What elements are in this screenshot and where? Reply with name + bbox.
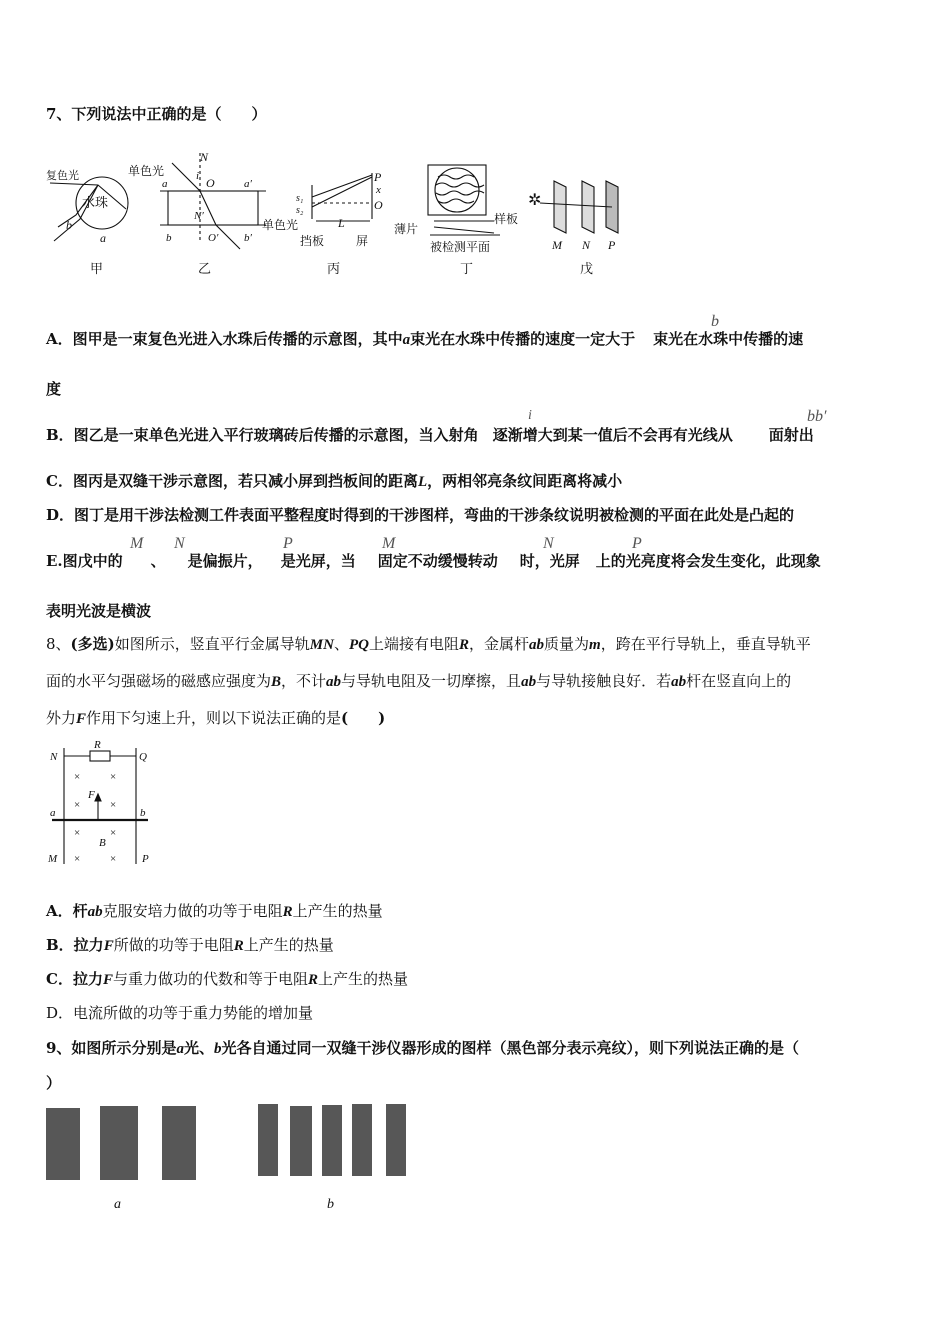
- q8-optB-F: F: [103, 938, 114, 954]
- q8-optA-text1: A．杆: [46, 902, 88, 920]
- q9-text2: 光、: [183, 1039, 214, 1057]
- q8-option-a: [46, 900, 383, 921]
- q7-optE-N2: N: [543, 535, 554, 552]
- fringe-a-2: [100, 1106, 138, 1180]
- q8-text5: 质量为: [544, 635, 590, 653]
- q8-m: m: [589, 637, 601, 653]
- bing-P-label: P: [374, 170, 382, 184]
- q8-text2: 、: [333, 635, 349, 653]
- q7-optE-text2: 、: [150, 552, 166, 570]
- fringe-b-3: [322, 1105, 342, 1176]
- field-cross: ×: [110, 799, 117, 811]
- ding-sample-label: 样板: [494, 212, 519, 226]
- q7-stem: 7、下列说法中正确的是（ ）: [46, 105, 267, 123]
- q8-MN: MN: [309, 637, 334, 653]
- q7-optE-text7: 上的光亮度将会发生变化，此现象: [595, 552, 821, 570]
- q7-optE-text4: 是光屏，当: [280, 552, 356, 570]
- fringe-b-2: [290, 1106, 312, 1176]
- yi-N-label: N: [200, 150, 209, 164]
- q8-num: 8、: [46, 635, 71, 653]
- bing-light-label: 单色光: [262, 218, 299, 232]
- q8-optA-text2: 克服安培力做的功等于电阻: [102, 902, 283, 920]
- q8-F: F: [76, 711, 87, 727]
- q8-option-c: [46, 968, 408, 989]
- q8-paren: ( ): [341, 709, 386, 727]
- q7-optE-P: P: [283, 535, 293, 552]
- q8-B: B: [271, 674, 282, 690]
- yi-a-label: a: [162, 178, 168, 190]
- q8-stem-line1: [46, 633, 811, 654]
- q7-optE-text6: 时，光屏: [519, 552, 580, 570]
- q7-optE-text1: E.图戊中的: [46, 552, 123, 570]
- q8-l3-text1: 外力: [46, 709, 77, 727]
- field-cross: ×: [74, 799, 81, 811]
- q8-text3: 上端接有电阻: [368, 635, 459, 653]
- q9-a: a: [176, 1041, 184, 1057]
- caption-wu: 戊: [580, 262, 594, 277]
- bing-baffle-label: 挡板: [300, 234, 325, 248]
- jia-a-label: a: [100, 231, 106, 245]
- q8-optC-text1: C．拉力: [46, 970, 103, 988]
- q9-figure: [40, 1100, 420, 1220]
- fig-wu: [528, 181, 618, 252]
- fig8-Q-label: Q: [139, 751, 147, 763]
- yi-b2-label: b′: [244, 232, 252, 244]
- q7-optE-cont: 表明光波是横波: [46, 602, 152, 620]
- q8-optA-R: R: [282, 904, 293, 920]
- wu-N-label: N: [582, 238, 591, 252]
- q7-optA-text2: 束光在水珠中传播的速度一定大于: [410, 330, 636, 348]
- caption-bing: 丙: [327, 262, 341, 277]
- fringe-b-1: [258, 1104, 278, 1176]
- q9-text3: 光各自通过同一双缝干涉仪器形成的图样（黑色部分表示亮纹），则下列说法正确的是（: [221, 1039, 799, 1057]
- q8-figure: [44, 738, 164, 868]
- field-cross: ×: [74, 853, 81, 865]
- q7-optA-a: a: [402, 332, 411, 348]
- yi-light-label: 单色光: [128, 164, 165, 178]
- q8-option-b: [46, 934, 334, 955]
- fig-ding: [394, 165, 518, 254]
- q8-l2-text1: 面的水平匀强磁场的磁感应强度为: [46, 672, 272, 690]
- bing-O-label: O: [374, 198, 383, 212]
- q8-PQ: PQ: [348, 637, 369, 653]
- field-cross: ×: [110, 853, 117, 865]
- q9-text1: 9、如图所示分别是: [46, 1039, 177, 1057]
- q7-optA-b: b: [711, 313, 719, 330]
- q7-optB-text1: B．图乙是一束单色光进入平行玻璃砖后传播的示意图，当入射角: [46, 426, 479, 444]
- fig8-B-label: B: [99, 837, 106, 849]
- q8-l3-text2: 作用下匀速上升，则以下说法正确的是: [86, 709, 342, 727]
- field-cross: ×: [110, 827, 117, 839]
- q9-stem-line2: ）: [46, 1074, 62, 1092]
- fig8-P-label: P: [142, 853, 149, 865]
- q8-optC-text3: 上产生的热量: [318, 970, 409, 988]
- bing-s1-label: s₁: [296, 193, 304, 204]
- q7-optB-bb: bb′: [807, 408, 827, 425]
- q7-optE-N: N: [174, 535, 185, 552]
- fig8-R-label: R: [94, 739, 101, 751]
- q8-text1: 如图所示，竖直平行金属导轨: [114, 635, 310, 653]
- field-cross: ×: [110, 771, 117, 783]
- bing-screen-label: 屏: [356, 234, 369, 248]
- q8-text4: ，金属杆: [468, 635, 529, 653]
- q8-ab: ab: [529, 637, 544, 653]
- q8-l2-text3: 与导轨电阻及一切摩擦，且: [341, 672, 522, 690]
- q8-optC-F: F: [102, 972, 113, 988]
- q7-option-e: [46, 550, 821, 571]
- wu-P-label: P: [608, 238, 616, 252]
- q8-optC-text2: 与重力做功的代数和等于电阻: [112, 970, 308, 988]
- fig8-M-label: M: [48, 853, 58, 865]
- q7-optC-L: L: [417, 474, 428, 490]
- q8-optA-ab: ab: [87, 904, 103, 920]
- q8-l2-ab: ab: [326, 674, 342, 690]
- q8-l2-text4: 与导轨接触良好．若: [536, 672, 672, 690]
- caption-yi: 乙: [198, 262, 212, 277]
- yi-O-label: O: [206, 176, 215, 190]
- q8-l2-ab3: ab: [671, 674, 687, 690]
- q8-option-d: D．电流所做的功等于重力势能的增加量: [46, 1004, 314, 1022]
- fringe-label-a: a: [114, 1197, 121, 1212]
- bing-s2-label: s₂: [296, 205, 304, 216]
- fig-bing: [262, 170, 383, 248]
- q7-optA-cont: 度: [46, 380, 62, 398]
- q7-optA-text3: 束光在水珠中传播的速: [653, 330, 804, 348]
- caption-jia: 甲: [90, 262, 104, 277]
- fig-yi: [128, 150, 266, 249]
- fig8-a-label: a: [50, 807, 56, 819]
- bing-x-label: x: [376, 184, 381, 196]
- q7-optC-text2: ，两相邻亮条纹间距离将减小: [427, 472, 623, 490]
- q7-optE-M: M: [130, 535, 144, 552]
- q8-stem-line3: [46, 707, 385, 728]
- bing-L-label: L: [338, 216, 345, 230]
- yi-b-label: b: [166, 232, 172, 244]
- ding-surface-label: 被检测平面: [430, 240, 491, 254]
- yi-a2-label: a′: [244, 178, 252, 190]
- caption-ding: 丁: [460, 262, 474, 277]
- q7-optC-text1: C．图丙是双缝干涉示意图，若只减小屏到挡板间的距离: [46, 472, 418, 490]
- q8-l2-text2: ，不计: [281, 672, 327, 690]
- q8-stem-line2: [46, 670, 791, 691]
- fringe-a-3: [162, 1106, 196, 1180]
- q7-optB-i: i: [528, 408, 532, 423]
- yi-i-label: i: [196, 170, 200, 182]
- fig8-F-label: F: [88, 789, 95, 801]
- q8-l2-ab2: ab: [521, 674, 537, 690]
- q7-optE-text3: 是偏振片，: [187, 552, 263, 570]
- q8-text6: ，跨在平行导轨上，垂直导轨平: [600, 635, 811, 653]
- fringes-b: [258, 1104, 406, 1176]
- q7-optB-text3: 面射出: [768, 426, 814, 444]
- q9-stem-line1: [46, 1037, 799, 1058]
- fig-jia: [46, 168, 128, 245]
- q7-optA-text1: A．图甲是一束复色光进入水珠后传播的示意图，其中: [46, 330, 403, 348]
- yi-N2-label: N′: [194, 210, 204, 222]
- field-cross: ×: [74, 827, 81, 839]
- q7-optE-P2: P: [632, 535, 642, 552]
- yi-O2-label: O′: [208, 232, 219, 244]
- jia-light-label: 复色光: [46, 170, 79, 182]
- q8-optA-text3: 上产生的热量: [292, 902, 383, 920]
- q7-optB-text2: 逐渐增大到某一值后不会再有光线从: [492, 426, 733, 444]
- q7-option-b: [46, 424, 814, 445]
- q7-optE-M2: M: [382, 535, 396, 552]
- q8-multi: (多选): [70, 635, 115, 653]
- fig8-b-label: b: [140, 807, 146, 819]
- fringe-b-4: [352, 1104, 372, 1176]
- q8-optC-R: R: [307, 972, 318, 988]
- q7-optE-text5: 固定不动缓慢转动: [377, 552, 498, 570]
- q8-l2-text5: 杆在竖直向上的: [686, 672, 792, 690]
- q7-option-a: [46, 328, 803, 349]
- jia-b-label: b: [66, 218, 72, 232]
- fig8-N-label: N: [50, 751, 58, 763]
- jia-drop-label: 水珠: [82, 195, 109, 210]
- fringe-label-b: b: [327, 1197, 334, 1212]
- fringe-a-1: [46, 1108, 80, 1180]
- fringes-a: [46, 1106, 196, 1180]
- q9-b: b: [213, 1041, 222, 1057]
- ding-film-label: 薄片: [394, 222, 419, 236]
- wu-M-label: M: [552, 238, 562, 252]
- q7-option-c: [46, 470, 622, 491]
- q8-optB-text3: 上产生的热量: [243, 936, 334, 954]
- light-source-icon: ✲: [528, 192, 542, 209]
- resistor-R: [90, 751, 110, 761]
- q7-option-d: D．图丁是用干涉法检测工件表面平整程度时得到的干涉图样，弯曲的干涉条纹说明被检测的平面在此处是凸起的: [46, 506, 795, 524]
- field-cross: ×: [74, 771, 81, 783]
- q8-optB-R: R: [233, 938, 244, 954]
- fringe-b-5: [386, 1104, 406, 1176]
- q8-optB-text1: B．拉力: [46, 936, 104, 954]
- q8-R: R: [458, 637, 469, 653]
- q8-optB-text2: 所做的功等于电阻: [113, 936, 234, 954]
